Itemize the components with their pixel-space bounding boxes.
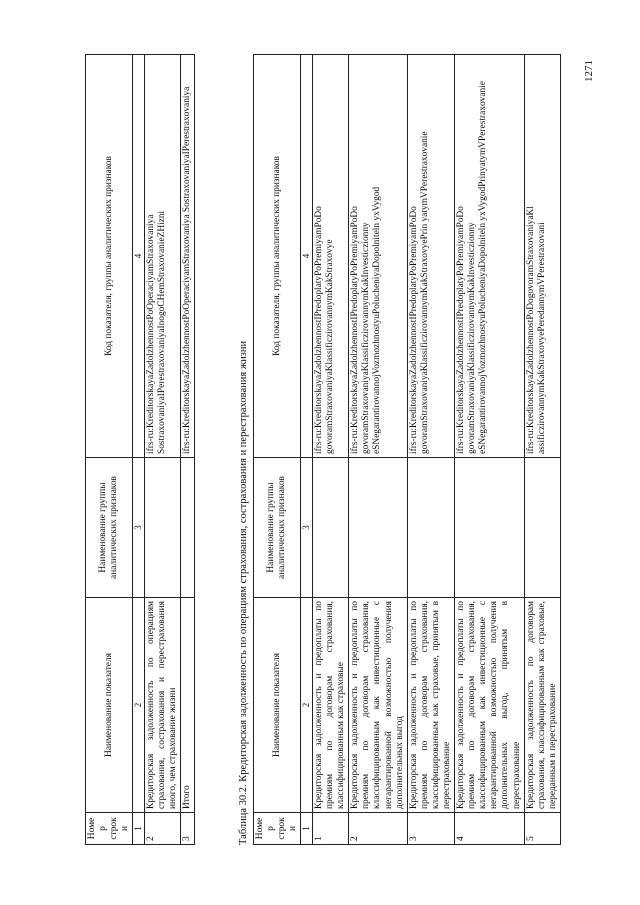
row-number: 2 <box>144 813 180 845</box>
row-number: 3 <box>407 813 454 845</box>
row-number: 5 <box>524 813 560 845</box>
indicator-code: ifrs-ru:KreditorskayaZadolzhennostPoOperaciyamStraxovaniya SostraxovaniyaIPerestraxovaniyaInogoCHemStraxovanieZHizni <box>144 55 180 458</box>
header-code: Код показателя, группы аналитических признаков <box>86 55 133 458</box>
page-number: 1271 <box>583 60 595 82</box>
indicator-code: ifrs-ru:KreditorskayaZadolzhennostIPredoplatyPoPremiyamPoDo govoramStraxovaniyaKlassificzirovannymKakInvesticzionny eSNegarantirovannojVozmozhnostyuPolucheniyaDopolniteln yxVygod <box>349 55 407 458</box>
table-header <box>86 55 145 845</box>
col-number: 1 <box>133 813 145 845</box>
table-row <box>144 55 180 845</box>
header-code: Код показателя, группы аналитических признаков <box>254 55 301 458</box>
header-group-name: Наименование группы аналитических признаков <box>86 458 133 598</box>
header-row-number: Номер строки <box>254 813 301 845</box>
indicator-code: ifrs-ru:KreditorskayaZadolzhennostIPredoplatyPoPremiyamPoDo govoramStraxovaniyaKlassificzirovannymKakStraxovyePrin yatymVPerestraxovanie <box>407 55 454 458</box>
indicator-code: ifrs-ru:KreditorskayaZadolzhennostIPredoplatyPoPremiyamPoDo govoramStraxovaniyaKlassificzirovannymKakStraxovye <box>312 55 348 458</box>
group-name <box>524 458 560 598</box>
table-row <box>455 55 525 845</box>
indicator-code: ifrs-ru:KreditorskayaZadolzhennostIPredoplatyPoPremiyamPoDo govoramStraxovaniyaKlassificzirovannymKakInvesticzionny eSNegarantirovannojVozmozhnostyuPolucheniyaDopolniteln yxVygodPrinyatymVPerestraxovanie <box>455 55 525 458</box>
indicator-name: Кредиторская задолженность и предоплаты по премиям по договорам страхования, классифицированным как страховые, принятым в перестрахование <box>407 598 454 813</box>
col-number: 4 <box>133 55 145 458</box>
table-30-1-continuation <box>85 54 195 845</box>
row-number: 2 <box>349 813 407 845</box>
header-group-name: Наименование группы аналитических признаков <box>254 458 301 598</box>
group-name <box>349 458 407 598</box>
table-row <box>312 55 348 845</box>
group-name <box>407 458 454 598</box>
table-row <box>524 55 560 845</box>
header-row-number: Номер строки <box>86 813 133 845</box>
header-indicator-name: Наименование показателя <box>86 598 133 813</box>
indicator-name: Кредиторская задолженность и предоплаты по премиям по договорам страхования, классифицированным как страховые <box>312 598 348 813</box>
group-name <box>181 458 195 598</box>
table-header <box>254 55 313 845</box>
indicator-name: Кредиторская задолженность и предоплаты по премиям по договорам страхования, классифицированным как инвестиционные с негарантированной возможностью получения дополнительных выгод <box>349 598 407 813</box>
col-number: 3 <box>301 458 313 598</box>
indicator-name: Итого <box>181 598 195 813</box>
indicator-name: Кредиторская задолженность и предоплаты по премиям по договорам страхования, классифицированным как инвестиционные с негарантированной возможностью получения дополнительных выгод, принятым в перестрахование <box>455 598 525 813</box>
row-number: 1 <box>312 813 348 845</box>
table-row <box>181 55 195 845</box>
table-30-2 <box>253 54 561 845</box>
group-name <box>455 458 525 598</box>
indicator-name: Кредиторская задолженность по операциям страхования, сострахования и перестрахования иного, чем страхование жизни <box>144 598 180 813</box>
table-caption: Таблица 30.2. Кредиторская задолженность по операциям страхования, сострахования и перестрахования жизни <box>238 340 249 845</box>
table-row <box>349 55 407 845</box>
indicator-name: Кредиторская задолженность по договорам страхования, классифицированным как страховые, переданным в перестрахование <box>524 598 560 813</box>
row-number: 3 <box>181 813 195 845</box>
group-name <box>312 458 348 598</box>
indicator-code: ifrs-ru:KreditorskayaZadolzhennostPoOperaciyamStraxovaniya SostraxovaniyaIPerestraxovaniya <box>181 55 195 458</box>
col-number: 3 <box>133 458 145 598</box>
col-number: 2 <box>133 598 145 813</box>
table-row <box>407 55 454 845</box>
header-indicator-name: Наименование показателя <box>254 598 301 813</box>
col-number: 1 <box>301 813 313 845</box>
row-number: 4 <box>455 813 525 845</box>
rotated-page-content <box>85 30 558 845</box>
group-name <box>144 458 180 598</box>
col-number: 2 <box>301 598 313 813</box>
indicator-code: ifrs-ru:KreditorskayaZadolzhennostPoDogovoramStraxovaniyaKl assificzirovannymKakStraxovyePeredannymVPerestraxovani <box>524 55 560 458</box>
col-number: 4 <box>301 55 313 458</box>
